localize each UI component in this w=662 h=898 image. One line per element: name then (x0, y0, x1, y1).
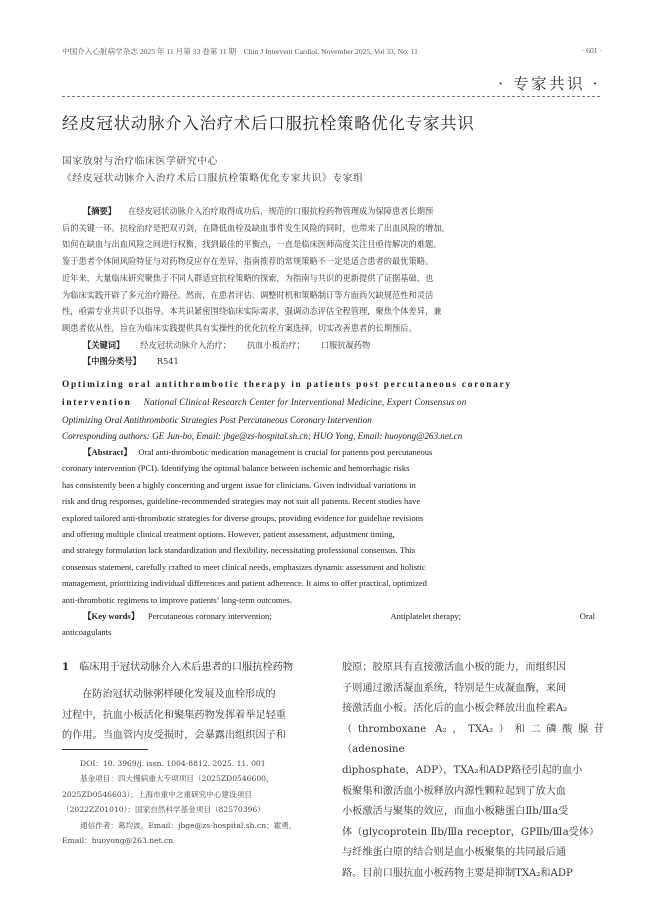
en-abstract-label: 【Abstract】 (83, 447, 132, 457)
author-block (62, 153, 364, 187)
body-line: 胶原；胶原具有直接激活血小板的能力，而组织因 (342, 662, 567, 673)
section-label: · 专家共识 · (498, 75, 600, 93)
right-column (342, 658, 604, 885)
en-keywords-label: 【Key words】 (83, 611, 140, 622)
en-keywords-cont: anticoagulants (62, 627, 112, 638)
en-affiliation-2: Optimizing Oral Antithrombotic Strategies Post Percutaneous Coronary Intervention (62, 415, 372, 425)
body-line: diphosphate，ADP），TXA₂和ADP路径引起的血小 (342, 764, 583, 776)
body-line: （thromboxane A₂，TXA₂）和二磷酸腺苷（adenosine (342, 723, 604, 756)
footnote-funding-cont: （2022ZZ01010）；国家自然科学基金项目（82570396） (62, 805, 265, 815)
footnote-doi: DOI：10. 3969/j. issn. 1004-8812. 2025. 11. 001 (80, 758, 266, 768)
footnote-correspondence-cont: Email：huoyong@263.net.cn (62, 836, 174, 846)
cn-abstract-text: 【摘要】 在经皮冠状动脉介入治疗取得成功后，规范的口服抗栓药物管理成为保障患者长期预 后的关键一环。抗栓治疗是把双刃剑，在降低血栓及缺血事件发生风险的同时，也带来了出血风险的增加。 如何在缺血与出血风险之间进行权衡，找到最佳的平衡点，一直是临床医师高度关注且亟待解决的难题。 鉴于患者个体间风险特征与对药物反应存在差异，指南推荐的常规策略不一定是适合患者的最优策略。 近年来，大量临床研究聚焦于不同人群适宜抗栓策略的探索，为指南与共识的更新提供了证据基础，也 为临床实践开辟了多元治疗路径。然而，在患者评估、调整时机和策略制订等方面尚欠缺规范性和灵活 性，亟需专业共识予以指导。本共识紧密围绕临床实际需求，强调动态评估全程管理，聚焦个体差异，兼 顾患者依从性，旨在为临床实践提供具有实操性的优化抗栓方案选择，切实改善患者的长期预后。 (62, 206, 450, 333)
footnote-funding: 基金项目：四大慢病重大专项项目（2025ZD0546600、 (80, 774, 274, 784)
body-line: 小板激活与聚集的效应，而血小板糖蛋白Ⅱb/Ⅲa受 (342, 806, 569, 818)
cn-keywords (83, 337, 601, 354)
en-title: Optimizing oral antithrombotic therapy in patients post percutaneous coronary intervention National Clinical Research Center for Interventional Medicine, Expert Consensus on (62, 380, 512, 408)
en-block (62, 377, 601, 641)
cn-clc-value: R541 (156, 356, 179, 367)
cn-abstract-label: 【摘要】 (83, 206, 116, 216)
cn-keyword: 抗血小板治疗； (247, 339, 305, 350)
en-corresponding: Corresponding authors: GE Jun-bo, Email: jbge@zs-hospital.sh.cn; HUO Yong, Email: huoyong@263.net.cn (62, 431, 463, 441)
cn-clc (83, 353, 601, 370)
cn-keywords-label: 【关键词】 (83, 339, 125, 350)
page-number: · 601 · (581, 46, 602, 55)
cn-abstract (62, 203, 601, 370)
cn-clc-label: 【中图分类号】 (83, 356, 141, 367)
body-line: 路。目前口服抗血小板药物主要是抑制TXA₂和ADP (342, 867, 573, 879)
cn-keyword: 口服抗凝药物 (320, 339, 371, 350)
section-1-heading: 1 临床用于冠状动脉介入术后患者的口服抗栓药物 (62, 661, 294, 673)
author-line-1: 国家放射与治疗临床医学研究中心 (62, 156, 218, 167)
en-affiliation: National Clinical Research Center for Interventional Medicine, Expert Consensus on (143, 397, 467, 407)
body-line: 接激活血小板。活化后的血小板会释放出血栓素A₂ (342, 703, 568, 715)
section-1-paragraph: 在防治冠状动脉粥样硬化发展及血栓形成的 过程中，抗血小板活化和聚集药物发挥着举足轻重 的作用。当血管内皮受损时，会暴露出组织因子和 (62, 689, 287, 742)
body-line: 体（glycoprotein Ⅱb/Ⅲa receptor，GPⅡb/Ⅲa受体） (342, 826, 600, 838)
running-header (62, 46, 602, 58)
footnotes (62, 756, 324, 849)
section-divider (62, 96, 600, 97)
body-line: 与纤维蛋白原的结合则是血小板聚集的共同最后通 (342, 847, 567, 859)
footnote-funding-cont: 2025ZD0546603）；上海市重中之重研究中心建设项目 (62, 789, 252, 799)
journal-citation: 中国介入心脏病学杂志 2025 年 11 月第 33 卷第 11 期 Chin J Intervent Cardiol, November 2025, Vol 33, No. 11 (62, 47, 418, 56)
body-line: 板聚集和激活血小板释放内源性颗粒起到了放大血 (342, 785, 567, 797)
body-line: 子则通过激活凝血系统，特别是生成凝血酶，来间 (342, 682, 567, 694)
cn-keyword: 经皮冠状动脉介入治疗； (140, 339, 231, 350)
left-column (62, 658, 324, 849)
en-abstract: 【Abstract】 Oral anti-thrombotic medication management is crucial for patients post percutaneous coronary intervention (PCI). Identifying the optimal balance between ischemic and hemorrhagic risks has consistently been a highly concerning and urgent issue for clinicians. Given individual variations in risk and drug responses, guideline-recommended strategies may not suit all patients. Recent studies have explored tailored anti-thrombotic strategies for diverse groups, providing evidence for guideline revisions and offering multiple clinical treatment options. However, patient assessment, adjustment timing, and strategy formulation lack standardization and flexibility, necessitating professional consensus. This consensus statement, carefully crafted to meet clinical needs, emphasizes dynamic assessment and holistic management, prioritizing individual differences and patient adherence. It aims to offer practical, optimized anti-thrombotic regimens to improve patients’ long-term outcomes. (62, 447, 433, 605)
footnote-correspondence: 通信作者：葛均波，Email：jbge@zs-hospital.sh.cn；霍勇， (80, 820, 297, 830)
author-line-2: 《经皮冠状动脉介入治疗术后口服抗栓策略优化专家共识》专家组 (62, 173, 364, 184)
article-title: 经皮冠状动脉介入治疗术后口服抗栓策略优化专家共识 (62, 114, 475, 133)
en-keywords: 【Key words】 Percutaneous coronary intervention; Antiplatelet therapy; Oral (83, 611, 595, 622)
footnote-divider (62, 749, 148, 750)
